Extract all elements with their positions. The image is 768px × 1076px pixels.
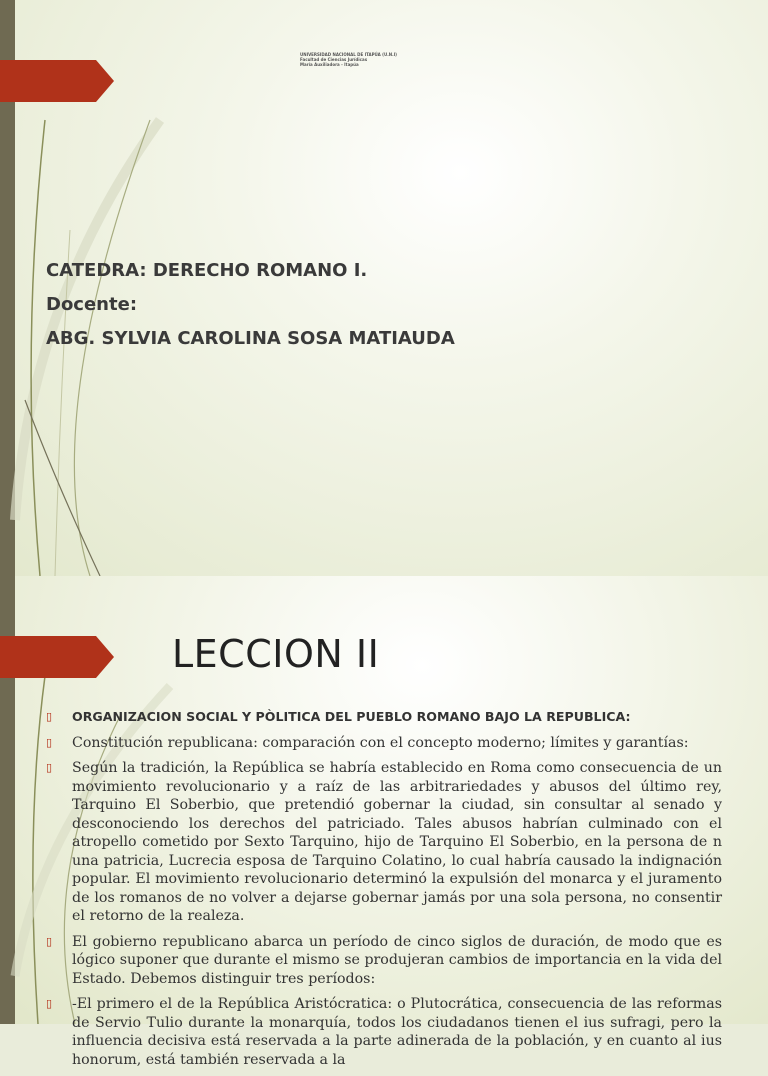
bullet-icon: ▯ [46, 710, 53, 723]
list-item [46, 734, 722, 753]
list-item-text: -El primero el de la República Aristócratica: o Plutocrática, consecuencia de las reformas de Servio Tulio durante la monarquía, todos los ciudadanos tienen el ius sufragi, pero la influencia decisiva está reservada a la parte adinerada de la población, y en cuanto al ius honorum, está también reservada a la [72, 996, 722, 1068]
list-item [46, 933, 722, 989]
university-header [300, 52, 397, 67]
header-line: Facultad de Ciencias Jurídicas [300, 57, 368, 62]
teacher-name: ABG. SYLVIA CAROLINA SOSA MATIAUDA [46, 328, 455, 349]
bullet-icon: ▯ [46, 735, 53, 749]
bullet-icon: ▯ [46, 997, 53, 1010]
list-item [46, 708, 722, 727]
list-item-text: ORGANIZACION SOCIAL Y PÒLITICA DEL PUEBLO ROMANO BAJO LA REPUBLICA: [72, 709, 631, 724]
list-item-text: Según la tradición, la República se habría establecido en Roma como consecuencia de un movimiento revolucionario y a raíz de las arbitrariedades y abusos del último rey, Tarquino El Soberbio, que pretendió gobernar la ciudad, sin consultar al senado y desconociendo los derechos del patriciado. Tales abusos habrían culminado con el atropello cometido por Sexto Tarquino, hijo de Tarquino El Soberbio, en la persona de n una patricia, Lucrecia esposa de Tarquino Colatino, lo cual habría causado la indignación popular. El movimiento revolucionario determinó la expulsión del monarca y el juramento de los romanos de no volver a dejarse gobernar jamás por una sola persona, no consentir el retorno de la realeza. [72, 760, 722, 924]
header-line: María Auxiliadora - Itapúa [300, 62, 359, 67]
red-arrow-tab [0, 636, 114, 678]
list-item [46, 759, 722, 926]
list-item-text: Constitución republicana: comparación con el concepto moderno; límites y garantías: [72, 734, 689, 751]
list-item [46, 995, 722, 1069]
lesson-title: LECCION II [172, 632, 380, 676]
list-item-text: El gobierno republicano abarca un período de cinco siglos de duración, de modo que es lógico suponer que durante el mismo se produjeran cambios de importancia en la vida del Estado. Debemos distinguir tres períodos: [72, 933, 722, 987]
teacher-label: Docente: [46, 294, 138, 315]
bullet-icon: ▯ [46, 761, 53, 774]
course-title: CATEDRA: DERECHO ROMANO I. [46, 260, 368, 281]
header-line: UNIVERSIDAD NACIONAL DE ITAPÚA (U.N.I) [300, 52, 397, 57]
bullet-icon: ▯ [46, 934, 53, 948]
lesson-content [46, 708, 722, 1076]
red-arrow-tab [0, 60, 114, 102]
course-info [46, 258, 455, 360]
